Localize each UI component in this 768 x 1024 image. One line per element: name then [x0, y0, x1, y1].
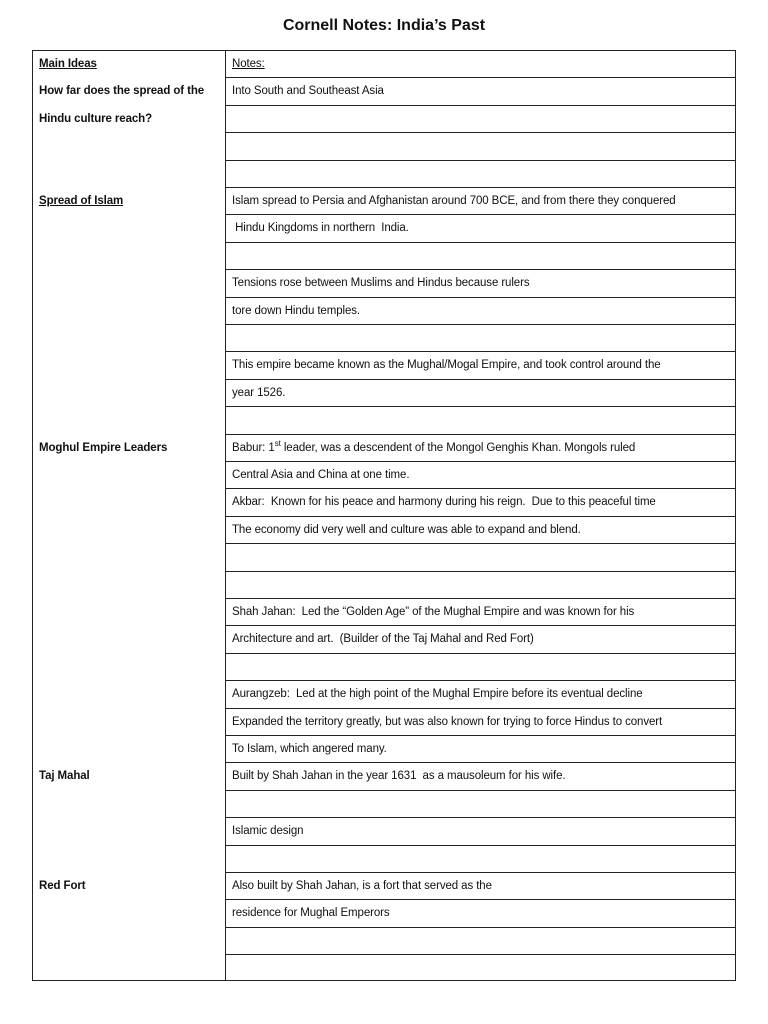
note-line: This empire became known as the Mughal/Mogal Empire, and took control around the: [226, 352, 735, 379]
note-line: Central Asia and China at one time.: [226, 462, 735, 489]
note-line: [226, 325, 735, 352]
note-line: [226, 407, 735, 434]
note-superscript: st: [274, 438, 281, 448]
note-line: Hindu Kingdoms in northern India.: [226, 215, 735, 242]
notes-column: [226, 51, 735, 980]
main-ideas-column: [33, 51, 225, 980]
main-idea-red-fort: Red Fort: [39, 880, 86, 892]
note-text: leader, was a descendent of the Mongol Genghis Khan. Mongols ruled: [280, 441, 636, 454]
note-line: Into South and Southeast Asia: [226, 78, 735, 105]
note-line: [226, 654, 735, 681]
note-line: Expanded the territory greatly, but was also known for trying to force Hindus to convert: [226, 709, 735, 736]
page-title: Cornell Notes: India’s Past: [282, 17, 486, 34]
note-line: [226, 243, 735, 270]
note-line: The economy did very well and culture was able to expand and blend.: [226, 517, 735, 544]
note-line: Aurangzeb: Led at the high point of the Mughal Empire before its eventual decline: [226, 681, 735, 708]
note-line: Tensions rose between Muslims and Hindus because rulers: [226, 270, 735, 297]
note-line: [226, 106, 735, 133]
note-line: Architecture and art. (Builder of the Taj Mahal and Red Fort): [226, 626, 735, 653]
note-text: Babur: 1: [232, 441, 275, 454]
note-line: [226, 133, 735, 160]
note-line: [226, 955, 735, 982]
main-idea-question-line-2: Hindu culture reach?: [39, 112, 153, 125]
note-line: Islamic design: [226, 818, 735, 845]
note-line: Also built by Shah Jahan, is a fort that served as the: [226, 873, 735, 900]
note-line: Islam spread to Persia and Afghanistan around 700 BCE, and from there they conquered: [226, 188, 735, 215]
note-line: [226, 928, 735, 955]
main-idea-taj-mahal: Taj Mahal: [39, 770, 90, 783]
note-line: [226, 435, 735, 462]
notes-header: Notes:: [226, 51, 735, 78]
note-line: Akbar: Known for his peace and harmony during his reign. Due to this peaceful time: [226, 489, 735, 516]
note-line: [226, 846, 735, 873]
note-line: [226, 544, 735, 571]
main-idea-spread-of-islam: Spread of Islam: [39, 195, 124, 207]
note-line: [226, 791, 735, 818]
note-line: residence for Mughal Emperors: [226, 900, 735, 927]
note-line: [226, 161, 735, 188]
main-idea-question-line-1: How far does the spread of the: [39, 85, 205, 98]
cornell-notes-table: [32, 50, 736, 981]
main-ideas-header: Main Ideas: [39, 58, 97, 70]
note-line: To Islam, which angered many.: [226, 736, 735, 763]
note-line: Shah Jahan: Led the “Golden Age” of the Mughal Empire and was known for his: [226, 599, 735, 626]
main-idea-moghul-leaders: Moghul Empire Leaders: [39, 441, 168, 454]
note-line: tore down Hindu temples.: [226, 298, 735, 325]
note-line: Built by Shah Jahan in the year 1631 as a mausoleum for his wife.: [226, 763, 735, 790]
note-line: [226, 572, 735, 599]
note-line: year 1526.: [226, 380, 735, 407]
